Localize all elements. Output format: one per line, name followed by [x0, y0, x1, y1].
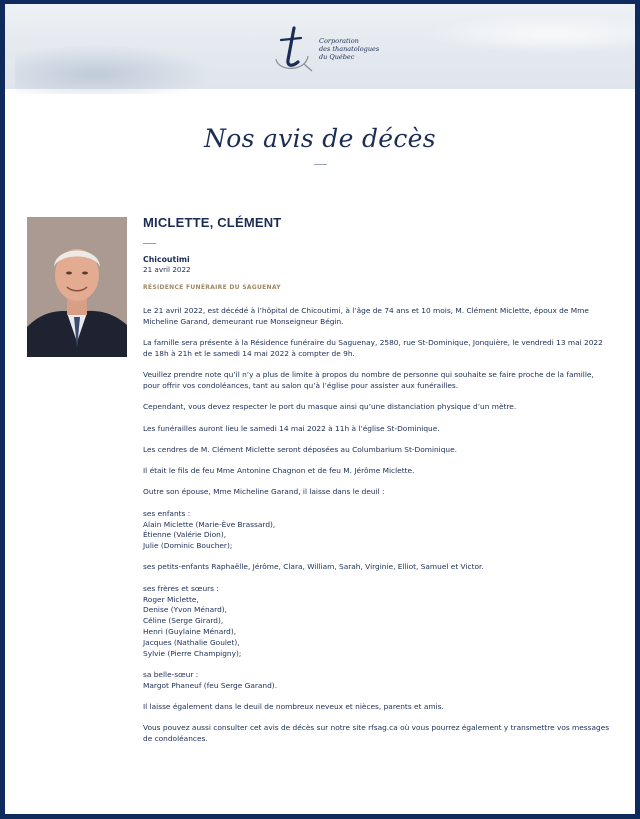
obituary-paragraph: Le 21 avril 2022, est décédé à l’hôpital de Chicoutimi, à l’âge de 74 ans et 10 mois, M. Clément Miclette, époux de Mme Micheline Garand, demeurant rue Monseigneur Bégin.	[143, 306, 589, 326]
obituary-paragraph: sa belle-sœur : Margot Phaneuf (feu Serge Garand).	[143, 669, 278, 690]
obituary-paragraph: ses frères et sœurs : Roger Miclette, Denise (Yvon Ménard), Céline (Serge Girard), Henri (Guylaine Ménard), Jacques (Nathalie Goulet), Sylvie (Pierre Champigny);	[143, 583, 242, 658]
obituary-paragraph: La famille sera présente à la Résidence funéraire du Saguenay, 2580, rue St-Dominique, Jonquière, le vendredi 13 mai 2022 de 18h à 21h et le samedi 14 mai 2022 à compter de 9h.	[143, 338, 603, 358]
obituary-date: 21 avril 2022	[143, 265, 191, 274]
obituary-paragraph: Veuillez prendre note qu’il n’y a plus de limite à propos du nombre de personne qui souhaite se faire proche de la famille, pour offrir vos condoléances, tant au salon qu’à l’église pour assister aux funérailles.	[143, 370, 594, 390]
page-frame	[5, 4, 635, 814]
title-divider	[314, 164, 327, 165]
org-name	[319, 37, 379, 61]
org-line-1: Corporation	[319, 37, 359, 45]
obituary-city: Chicoutimi	[143, 255, 190, 264]
obituary-paragraph: Vous pouvez aussi consulter cet avis de décès sur notre site rfsag.ca où vous pourrez également y transmettre vos messages de condoléances.	[143, 723, 610, 744]
obituary-paragraph: Cependant, vous devez respecter le port du masque ainsi qu’une distanciation physique d’un mètre.	[143, 402, 517, 412]
obituary-paragraph: ses enfants : Alain Miclette (Marie-Ève Brassard), Étienne (Valérie Dion), Julie (Dominic Boucher);	[143, 508, 276, 551]
deceased-name: MICLETTE, CLÉMENT	[143, 215, 282, 230]
obituary-paragraph: Il laisse également dans le deuil de nombreux neveux et nièces, parents et amis.	[143, 701, 444, 711]
page-title: Nos avis de décès	[204, 124, 436, 153]
funeral-home-link[interactable]: RÉSIDENCE FUNÉRAIRE DU SAGUENAY	[143, 284, 281, 291]
org-line-3: du Québec	[319, 53, 355, 61]
obituary-content	[143, 215, 613, 745]
obituary-text	[143, 306, 613, 745]
header-banner	[5, 4, 635, 89]
name-divider	[143, 243, 156, 244]
obituary-paragraph: Il était le fils de feu Mme Antonine Chagnon et de feu M. Jérôme Miclette.	[143, 466, 415, 476]
deceased-photo	[27, 217, 127, 357]
logo-icon[interactable]	[268, 24, 316, 74]
org-line-2: des thanatologues	[319, 45, 380, 53]
obituary-paragraph: Les cendres de M. Clément Miclette seront déposées au Columbarium St-Dominique.	[143, 444, 458, 454]
obituary-paragraph: Les funérailles auront lieu le samedi 14 mai 2022 à 11h à l’église St-Dominique.	[143, 423, 440, 433]
obituary-paragraph: Outre son épouse, Mme Micheline Garand, il laisse dans le deuil :	[143, 487, 385, 497]
obituary-paragraph: ses petits-enfants Raphaëlle, Jérôme, Clara, William, Sarah, Virginie, Elliot, Samuel et Victor.	[143, 562, 484, 572]
